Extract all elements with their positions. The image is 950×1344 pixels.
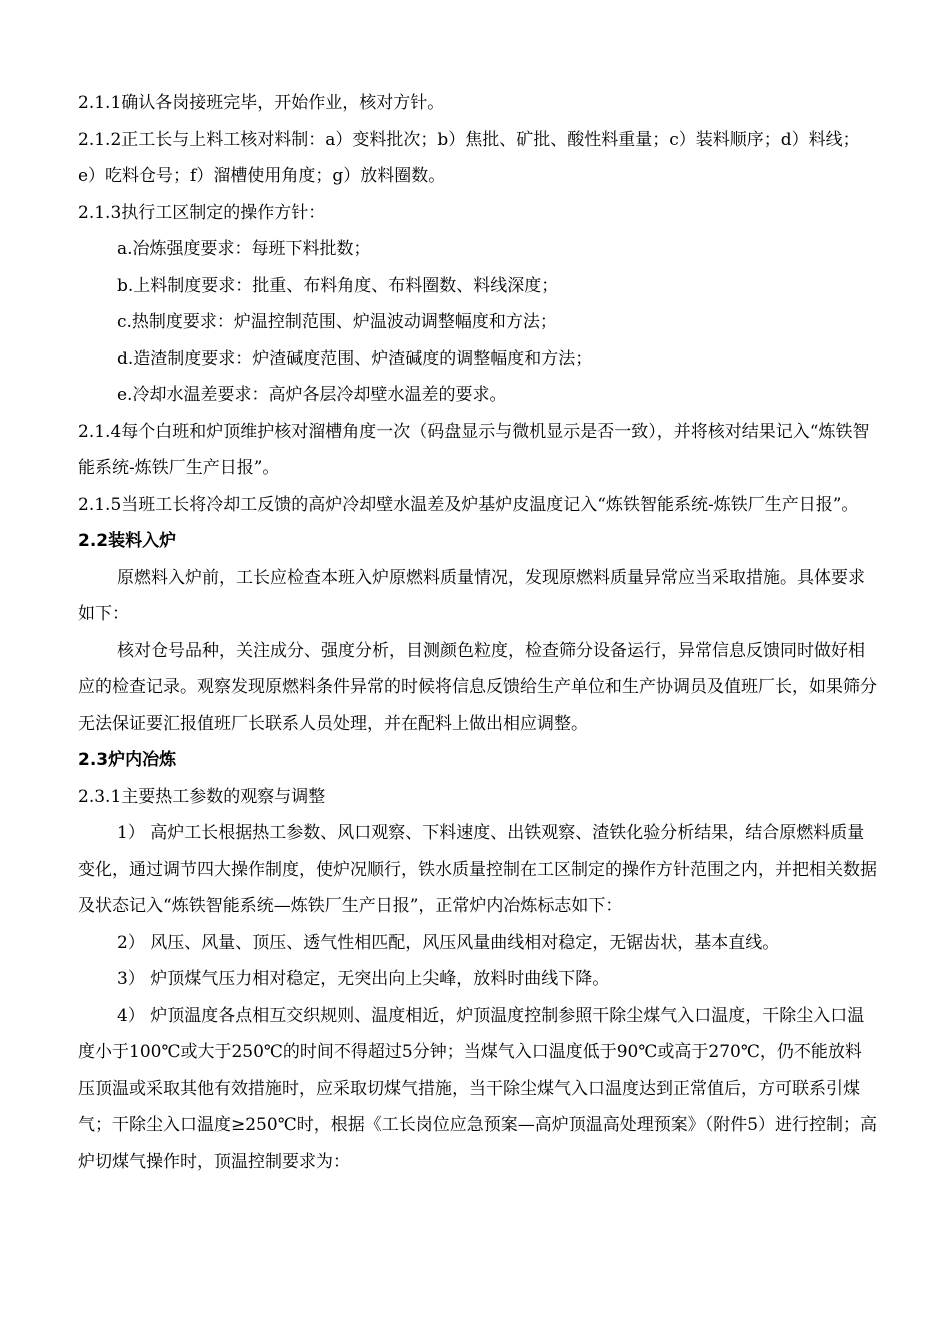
section-heading-2-3: 2.3炉内冶炼 — [78, 750, 177, 770]
paragraph-2-1-5: 2.1.5当班工长将冷却工反馈的高炉冷却壁水温差及炉基炉皮温度记入“炼铁智能系统-炼铁厂生产日报”。 — [78, 494, 859, 515]
paragraph-2-1-2: 2.1.2正工长与上料工核对料制：a）变料批次；b）焦批、矿批、酸性料重量；c）装料顺序；d）料线；e）吃料仓号；f）溜槽使用角度；g）放料圈数。 — [78, 129, 860, 186]
paragraph-2-1-3: 2.1.3执行工区制定的操作方针： — [78, 202, 326, 223]
paragraph-2-3-1: 2.3.1主要热工参数的观察与调整 — [78, 786, 326, 807]
list-item-d: d.造渣制度要求：炉渣碱度范围、炉渣碱度的调整幅度和方法； — [117, 348, 593, 369]
list-item-a: a.冶炼强度要求：每班下料批数； — [117, 239, 371, 259]
numbered-item-4: 4） 炉顶温度各点相互交织规则、温度相近，炉顶温度控制参照干除尘煤气入口温度，干除尘入口温度小于100℃或大于250℃的时间不得超过5分钟；当煤气入口温度低于90℃或高于270℃，仍不能放料压顶温或采取其他有效措施时，应采取切煤气措施，当干除尘煤气入口温度达到正常值后，方可联系引煤气；干除尘入口温度≥250℃时，根据《工长岗位应急预案—高炉顶温高处理预案》（附件5）进行控制；高炉切煤气操作时，顶温控制要求为： — [78, 1005, 878, 1172]
numbered-item-3: 3） 炉顶煤气压力相对稳定，无突出向上尖峰，放料时曲线下降。 — [117, 969, 610, 989]
paragraph-2-2-intro: 原燃料入炉前，工长应检查本班入炉原燃料质量情况，发现原燃料质量异常应当采取措施。具体要求如下： — [78, 567, 865, 624]
list-item-e: e.冷却水温差要求：高炉各层冷却壁水温差的要求。 — [117, 385, 507, 405]
paragraph-2-1-4: 2.1.4每个白班和炉顶维护核对溜槽角度一次（码盘显示与微机显示是否一致），并将核对结果记入“炼铁智能系统-炼铁厂生产日报”。 — [78, 421, 870, 478]
document-body — [78, 85, 878, 1180]
list-item-c: c.热制度要求：炉温控制范围、炉温波动调整幅度和方法； — [117, 312, 557, 332]
section-heading-2-2: 2.2装料入炉 — [78, 531, 177, 551]
numbered-item-1: 1） 高炉工长根据热工参数、风口观察、下料速度、出铁观察、渣铁化验分析结果，结合原燃料质量变化，通过调节四大操作制度，使炉况顺行，铁水质量控制在工区制定的操作方针范围之内，并把相关数据及状态记入“炼铁智能系统—炼铁厂生产日报”，正常炉内冶炼标志如下： — [78, 823, 877, 916]
numbered-item-2: 2） 风压、风量、顶压、透气性相匹配，风压风量曲线相对稳定，无锯齿状，基本直线。 — [117, 932, 780, 953]
list-item-b: b.上料制度要求：批重、布料角度、布料圈数、料线深度； — [117, 275, 559, 296]
paragraph-2-1-1: 2.1.1确认各岗接班完毕，开始作业，核对方针。 — [78, 93, 445, 113]
paragraph-2-2-detail: 核对仓号品种，关注成分、强度分析，目测颜色粒度，检查筛分设备运行，异常信息反馈同时做好相应的检查记录。观察发现原燃料条件异常的时候将信息反馈给生产单位和生产协调员及值班厂长，如果筛分无法保证要汇报值班厂长联系人员处理，并在配料上做出相应调整。 — [78, 640, 877, 734]
